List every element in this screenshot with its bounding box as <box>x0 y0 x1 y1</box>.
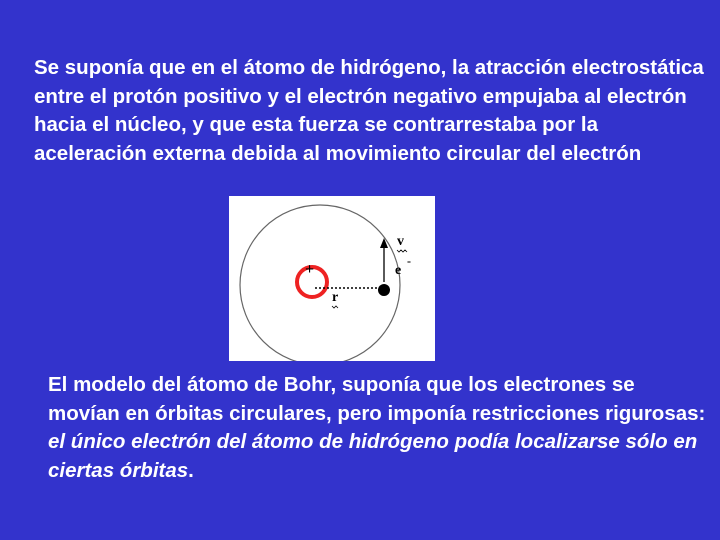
radius-underline <box>332 306 338 308</box>
velocity-label: v <box>397 234 404 249</box>
velocity-arrowhead <box>380 238 388 248</box>
bohr-end-text: . <box>188 458 194 482</box>
orbit-circle <box>240 205 400 361</box>
velocity-underline <box>397 250 407 252</box>
bohr-plain-text: El modelo del átomo de Bohr, suponía que los electrones se movían en órbitas circulares, pero imponía restricciones rigurosas: <box>48 373 706 425</box>
electron-label: e <box>395 263 402 278</box>
bohr-orbit-diagram <box>229 196 435 361</box>
paragraph-atom-forces: Se suponía que en el átomo de hidrógeno, la atracción electrostática entre el protón positivo y el electrón negativo empujaba al electrón hacia el núcleo, y que esta fuerza se contrarrestaba por la aceleración externa debida al movimiento circular del electrón <box>34 56 704 165</box>
electron-charge-label: - <box>407 254 411 268</box>
electron <box>378 284 390 296</box>
bohr-emphasis-text: el único electrón del átomo de hidrógeno podía localizarse sólo en ciertas órbitas <box>48 430 698 482</box>
proton-label: + <box>305 261 315 278</box>
paragraph-bohr-model <box>48 371 708 485</box>
radius-label: r <box>332 290 339 305</box>
